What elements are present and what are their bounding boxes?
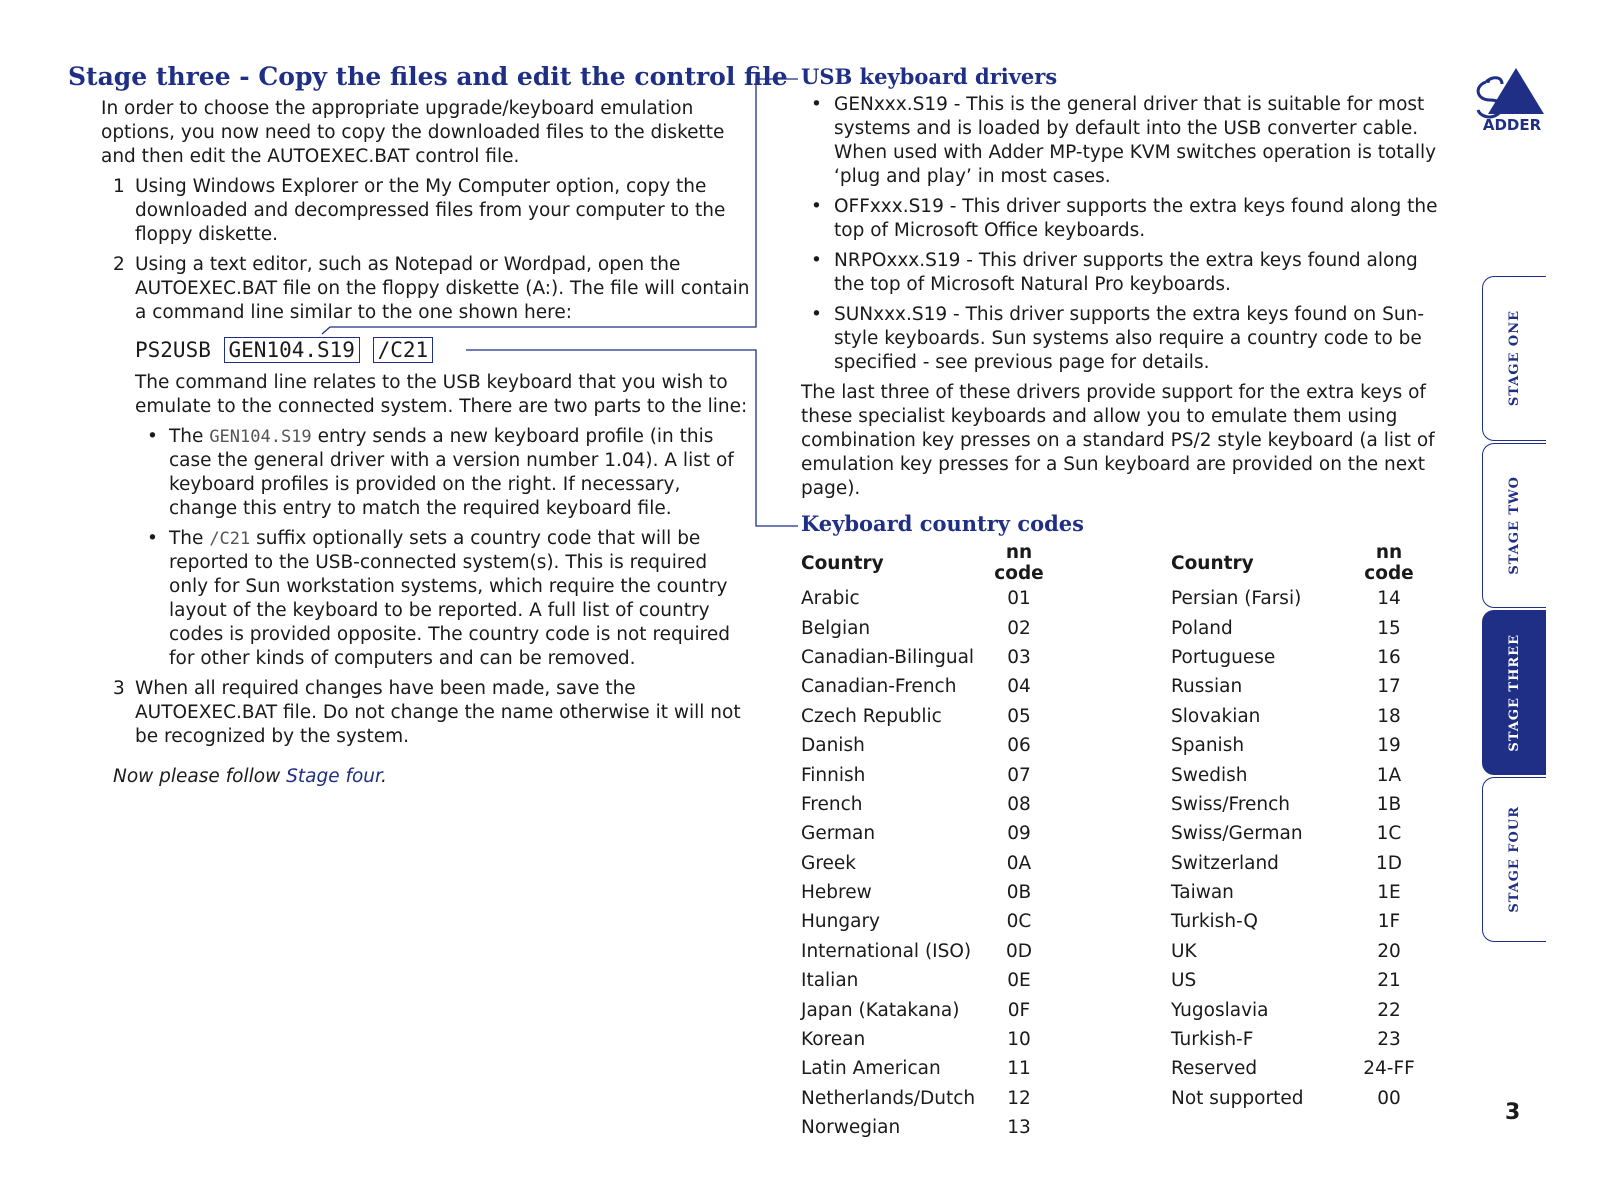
table-row <box>801 937 1427 966</box>
country-code: 1E <box>1377 882 1401 904</box>
table-row <box>801 584 1427 613</box>
country-name: Japan (Katakana) <box>801 999 960 1021</box>
country-name: Portuguese <box>1171 646 1276 668</box>
col-country-right: Country <box>1171 552 1254 574</box>
country-name: Latin American <box>801 1058 941 1080</box>
country-code: 22 <box>1377 999 1401 1021</box>
country-name: Korean <box>801 1029 866 1051</box>
page-number: 3 <box>1505 1100 1521 1125</box>
country-code: 1B <box>1376 793 1402 815</box>
country-name: Taiwan <box>1171 882 1234 904</box>
country-name: Norwegian <box>801 1117 901 1139</box>
country-code: 24-FF <box>1363 1058 1415 1080</box>
country-codes-body <box>801 584 1427 1142</box>
country-code: 1F <box>1377 911 1401 933</box>
country-name: Hungary <box>801 911 880 933</box>
driver-off: • OFFxxx.S19 - This driver supports the extra keys found along the top of Microsoft Office keyboards. <box>801 195 1441 243</box>
country-code: 11 <box>1007 1058 1031 1080</box>
step-1: 1 Using Windows Explorer or the My Computer option, copy the downloaded and decompressed files from your computer to the floppy diskette. <box>113 176 726 245</box>
country-name: Swedish <box>1171 764 1248 786</box>
table-row <box>801 1084 1427 1113</box>
country-name: Persian (Farsi) <box>1171 588 1302 610</box>
drivers-note: The last three of these drivers provide support for the extra keys of these specialist keyboards and allow you to emulate them using combination key presses on a standard PS/2 style keyboard (a list of emulation key presses for a Sun keyboard are provided on the next page). <box>801 382 1435 499</box>
table-row <box>801 702 1427 731</box>
follow-note: Now please follow Stage four. <box>113 766 387 787</box>
command-prefix: PS2USB <box>135 338 211 362</box>
table-row <box>801 966 1427 995</box>
col-country-left: Country <box>801 552 884 574</box>
country-code: 1A <box>1376 764 1402 786</box>
tab-stage-one[interactable]: STAGE ONE <box>1482 276 1546 441</box>
country-code: 12 <box>1007 1087 1031 1109</box>
tab-stage-four[interactable]: STAGE FOUR <box>1482 777 1546 942</box>
country-code: 01 <box>1007 588 1031 610</box>
country-code: 03 <box>1007 646 1031 668</box>
country-name: UK <box>1171 940 1197 962</box>
country-code: 16 <box>1377 646 1401 668</box>
table-row <box>801 731 1427 760</box>
bullet-driver: • The GEN104.S19 entry sends a new keyboard profile (in this case the general driver with a version number 1.04). A list of keyboard profiles is provided on the right. If necessary, change this entry to match the required keyboard file. <box>135 425 751 521</box>
command-suffix-box: /C21 <box>373 337 434 363</box>
table-row <box>801 613 1427 642</box>
country-name: French <box>801 793 863 815</box>
table-row <box>801 995 1427 1024</box>
country-name: Swiss/German <box>1171 823 1303 845</box>
country-name: Switzerland <box>1171 852 1279 874</box>
country-name <box>1171 1113 1351 1142</box>
country-name: Russian <box>1171 676 1243 698</box>
command-line <box>135 337 751 363</box>
country-code: 10 <box>1007 1029 1031 1051</box>
country-name: Turkish-Q <box>1171 911 1258 933</box>
country-name: Czech Republic <box>801 705 942 727</box>
country-code <box>1351 1113 1427 1142</box>
country-name: Slovakian <box>1171 705 1261 727</box>
intro-paragraph: In order to choose the appropriate upgrade/keyboard emulation options, you now need to copy the downloaded files to the diskette and then edit the AUTOEXEC.BAT control file. <box>101 98 725 167</box>
bullet-suffix: • The /C21 suffix optionally sets a country code that will be reported to the USB-connected system(s). This is required only for Sun workstation systems, which require the country layout of the keyboard to be reported. A full list of country codes is provided opposite. The country code is not required for other kinds of computers and can be removed. <box>135 527 751 671</box>
country-name: Canadian-French <box>801 676 957 698</box>
adder-logo <box>1472 64 1552 136</box>
country-code: 0C <box>1006 911 1032 933</box>
drivers-list <box>801 93 1441 375</box>
table-row <box>801 907 1427 936</box>
country-name: Belgian <box>801 617 871 639</box>
country-name: Italian <box>801 970 859 992</box>
col-code-right: nn code <box>1364 542 1414 584</box>
country-codes-heading: Keyboard country codes <box>801 511 1084 536</box>
country-code: 23 <box>1377 1029 1401 1051</box>
country-code: 07 <box>1007 764 1031 786</box>
country-code: 08 <box>1007 793 1031 815</box>
country-name: Netherlands/Dutch <box>801 1087 976 1109</box>
table-header-row <box>801 542 1427 584</box>
table-row <box>801 1054 1427 1083</box>
country-name: International (ISO) <box>801 940 972 962</box>
country-code: 15 <box>1377 617 1401 639</box>
command-driver-box: GEN104.S19 <box>224 337 360 363</box>
country-code: 1C <box>1376 823 1402 845</box>
driver-nrpo: • NRPOxxx.S19 - This driver supports the extra keys found along the top of Microsoft Natural Pro keyboards. <box>801 249 1441 297</box>
country-code: 0E <box>1007 970 1031 992</box>
country-code: 04 <box>1007 676 1031 698</box>
country-name: Poland <box>1171 617 1233 639</box>
page-title: Stage three - Copy the files and edit the control file <box>68 62 788 91</box>
steps-list <box>101 175 751 749</box>
country-code: 0A <box>1006 852 1032 874</box>
adder-snake-icon <box>1472 64 1552 120</box>
logo-text: ADDER <box>1482 116 1542 134</box>
table-row <box>801 643 1427 672</box>
country-name: German <box>801 823 876 845</box>
country-name: Hebrew <box>801 882 872 904</box>
country-name: US <box>1171 970 1197 992</box>
country-code: 0D <box>1005 940 1032 962</box>
command-description: The command line relates to the USB keyboard that you wish to emulate to the connected system. There are two parts to the line: <box>135 372 748 417</box>
country-code: 0F <box>1007 999 1031 1021</box>
country-name: Not supported <box>1171 1087 1304 1109</box>
country-name: Spanish <box>1171 735 1245 757</box>
country-code: 00 <box>1377 1087 1401 1109</box>
table-row <box>801 790 1427 819</box>
table-row <box>801 1025 1427 1054</box>
table-row <box>801 1113 1427 1142</box>
country-code: 06 <box>1007 735 1031 757</box>
table-row <box>801 760 1427 789</box>
country-name: Canadian-Bilingual <box>801 646 975 668</box>
country-code: 21 <box>1377 970 1401 992</box>
country-code: 02 <box>1007 617 1031 639</box>
table-row <box>801 819 1427 848</box>
country-code: 19 <box>1377 735 1401 757</box>
country-code: 17 <box>1377 676 1401 698</box>
country-name: Danish <box>801 735 865 757</box>
country-code: 14 <box>1377 588 1401 610</box>
driver-gen: • GENxxx.S19 - This is the general driver that is suitable for most systems and is loaded by default into the USB converter cable. When used with Adder MP-type KVM switches operation is totally ‘plug and play’ in most cases. <box>801 93 1441 189</box>
country-code: 18 <box>1377 705 1401 727</box>
tab-stage-two[interactable]: STAGE TWO <box>1482 443 1546 608</box>
usb-drivers-heading: USB keyboard drivers <box>801 64 1058 89</box>
driver-sun: • SUNxxx.S19 - This driver supports the extra keys found on Sun-style keyboards. Sun systems also require a country code to be specified - see previous page for details. <box>801 303 1441 375</box>
country-code: 20 <box>1377 940 1401 962</box>
tab-stage-three[interactable]: STAGE THREE <box>1482 610 1546 775</box>
table-row <box>801 849 1427 878</box>
country-code: 09 <box>1007 823 1031 845</box>
country-code: 05 <box>1007 705 1031 727</box>
country-name: Turkish-F <box>1171 1029 1254 1051</box>
country-codes-table <box>801 542 1427 1142</box>
step-3: 3 When all required changes have been made, save the AUTOEXEC.BAT file. Do not change the name otherwise it will not be recognized by the system. <box>113 678 741 747</box>
left-column <box>101 97 751 789</box>
country-code: 1D <box>1375 852 1402 874</box>
command-parts-list <box>135 425 751 671</box>
country-name: Reserved <box>1171 1058 1258 1080</box>
col-code-left: nn code <box>994 542 1044 584</box>
right-column <box>801 93 1441 501</box>
stage-four-link[interactable]: Stage four <box>286 766 381 787</box>
country-name: Yugoslavia <box>1171 999 1269 1021</box>
table-row <box>801 672 1427 701</box>
step-2: 2 Using a text editor, such as Notepad or Wordpad, open the AUTOEXEC.BAT file on the floppy diskette (A:). The file will contain a command line similar to the one shown here: PS2USB GEN104.S19 /C21 The command line relates to the USB keyboard that you wish to emulate to the connected system. There are two parts to the line: • The GEN104.S19 entry sends a new keyboard profile (in this case the general driver with a version number 1.04). A list of keyboard profiles is provided on the right. If necessary, change this entry to match the required keyboard file. • The /C21 suffix optionally sets a country code that will be reported to the USB-connected system(s). This is required only for Sun workstation systems, which require the country layout of the keyboard to be reported. A full list of country codes is provided opposite. The country code is not required for other kinds of computers and can be removed. <box>101 253 751 671</box>
country-name: Swiss/French <box>1171 793 1291 815</box>
country-code: 0B <box>1006 882 1032 904</box>
table-row <box>801 878 1427 907</box>
country-name: Arabic <box>801 588 860 610</box>
country-name: Finnish <box>801 764 866 786</box>
country-code: 13 <box>1007 1117 1031 1139</box>
country-name: Greek <box>801 852 857 874</box>
